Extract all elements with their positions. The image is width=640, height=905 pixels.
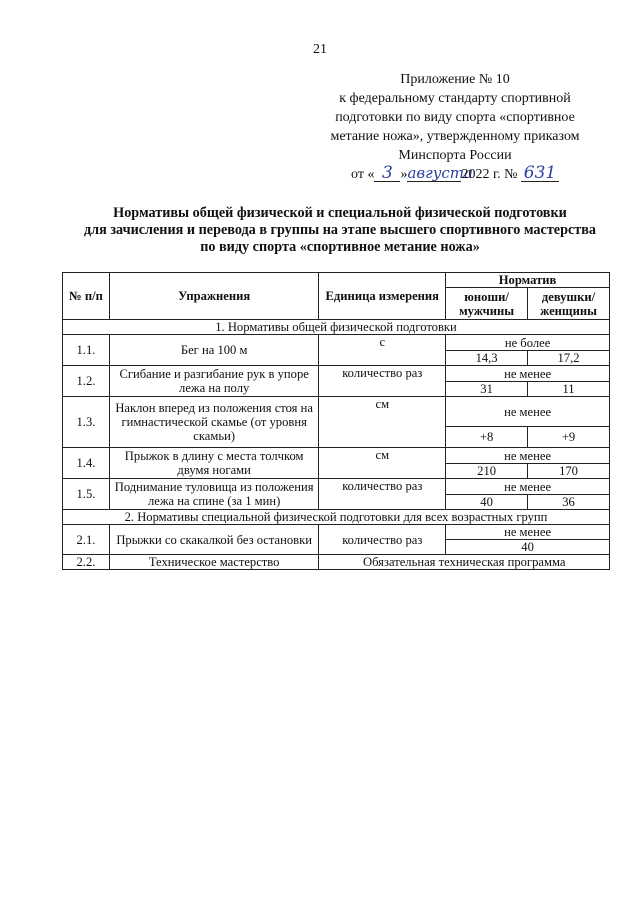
table-row <box>63 555 610 570</box>
norm-condition: не менее <box>446 397 610 427</box>
handwritten-order-number: 631 <box>521 166 559 182</box>
date-prefix: от « <box>351 167 375 182</box>
exercise-name: Сгибание и разгибание рук в упоре лежа на полу <box>109 366 319 397</box>
exercise-name: Техническое мастерство <box>109 555 319 570</box>
table-row <box>63 479 610 495</box>
title-line: Нормативы общей физической и специальной физической подготовки <box>113 205 567 221</box>
unit-of-measure: см <box>319 397 446 448</box>
year-text: 2022 г. № <box>461 167 518 182</box>
row-number: 1.2. <box>63 366 110 397</box>
norms-table <box>62 272 610 570</box>
female-value: 17,2 <box>528 351 610 366</box>
exercise-name: Бег на 100 м <box>109 335 319 366</box>
row-number: 2.2. <box>63 555 110 570</box>
header-norm: Норматив <box>446 273 610 288</box>
appendix-line: к федеральному стандарту спортивной <box>339 91 571 106</box>
row-number: 1.3. <box>63 397 110 448</box>
row-number: 1.5. <box>63 479 110 510</box>
male-value: 210 <box>446 464 528 479</box>
norm-condition: не менее <box>446 525 610 540</box>
appendix-line: подготовки по виду спорта «спортивное <box>335 110 575 125</box>
handwritten-month: августа <box>407 164 473 182</box>
norm-condition: не более <box>446 335 610 351</box>
male-value: 14,3 <box>446 351 528 366</box>
exercise-name: Поднимание туловища из положения лежа на спине (за 1 мин) <box>109 479 319 510</box>
appendix-block <box>300 70 610 184</box>
unit-of-measure: количество раз <box>319 366 446 397</box>
header-num: № п/п <box>63 273 110 320</box>
appendix-line: Минспорта России <box>398 148 512 163</box>
unit-of-measure: количество раз <box>319 525 446 555</box>
male-value: 31 <box>446 382 528 397</box>
exercise-name: Наклон вперед из положения стоя на гимнастической скамье (от уровня скамьи) <box>109 397 319 448</box>
appendix-line: метание ножа», утвержденному приказом <box>330 129 580 144</box>
row-number: 2.1. <box>63 525 110 555</box>
female-value: +9 <box>528 427 610 448</box>
title-line: для зачисления и перевода в группы на этапе высшего спортивного мастерства <box>83 222 597 238</box>
section-header: 1. Нормативы общей физической подготовки <box>63 320 610 335</box>
title-line: по виду спорта «спортивное метание ножа» <box>200 239 480 255</box>
unit-of-measure: количество раз <box>319 479 446 510</box>
unit-of-measure: см <box>319 448 446 479</box>
document-title <box>60 205 620 256</box>
combined-value: 40 <box>446 540 610 555</box>
female-value: 11 <box>528 382 610 397</box>
order-date-line <box>300 165 610 184</box>
table-row <box>63 397 610 427</box>
date-mid: » <box>400 167 408 182</box>
male-value: +8 <box>446 427 528 448</box>
norm-condition: не менее <box>446 479 610 495</box>
appendix-line: Приложение № 10 <box>400 72 510 87</box>
norm-condition: не менее <box>446 366 610 382</box>
header-female: девушки/ женщины <box>528 288 610 320</box>
header-exercise: Упражнения <box>109 273 319 320</box>
header-unit: Единица измерения <box>319 273 446 320</box>
section-header: 2. Нормативы специальной физической подготовки для всех возрастных групп <box>63 510 610 525</box>
exercise-name: Прыжок в длину с места толчком двумя ногами <box>109 448 319 479</box>
female-value: 36 <box>528 495 610 510</box>
table-row <box>63 525 610 540</box>
table-row <box>63 335 610 351</box>
row-number: 1.1. <box>63 335 110 366</box>
row-number: 1.4. <box>63 448 110 479</box>
female-value: 170 <box>528 464 610 479</box>
male-value: 40 <box>446 495 528 510</box>
table-row <box>63 448 610 464</box>
page-number: 21 <box>313 42 327 57</box>
unit-of-measure: с <box>319 335 446 366</box>
exercise-name: Прыжки со скакалкой без остановки <box>109 525 319 555</box>
handwritten-day: 3 <box>374 166 400 182</box>
requirement-value: Обязательная техническая программа <box>319 555 610 570</box>
norm-condition: не менее <box>446 448 610 464</box>
table-row <box>63 366 610 382</box>
header-male: юноши/ мужчины <box>446 288 528 320</box>
